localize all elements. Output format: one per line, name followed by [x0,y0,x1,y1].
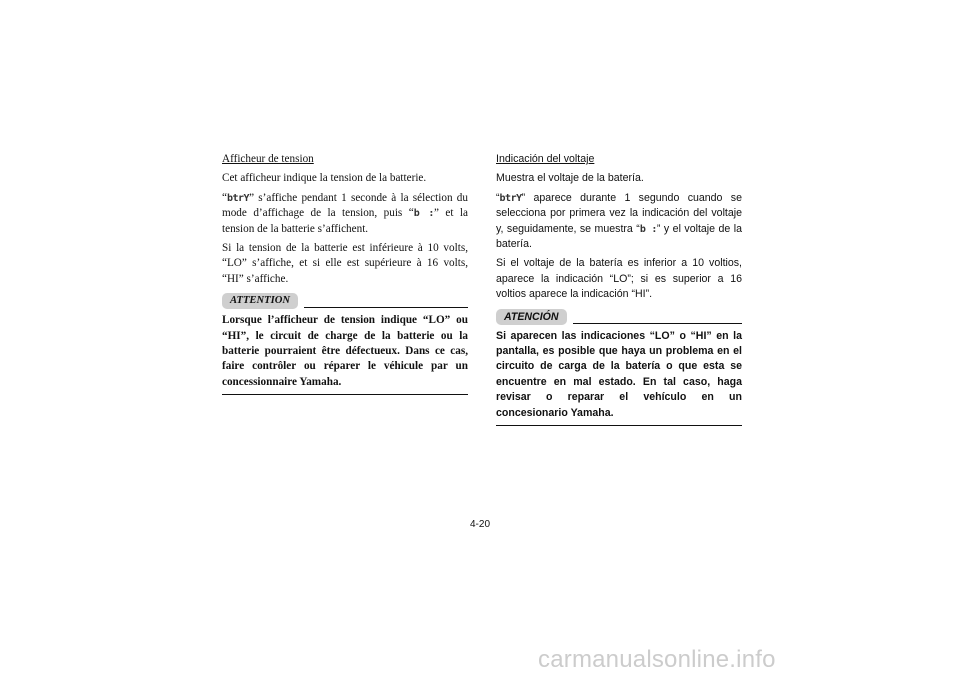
paragraph: Si el voltaje de la batería es inferior a 10 voltios, aparece la indicación “LO”; si es superior a 16 voltios aparece la indicación “HI”. [496,257,742,301]
attention-header [496,309,742,325]
lcd-code-b: b : [639,223,657,235]
attention-badge: ATENCIÓN [496,309,567,325]
attention-badge: ATTENTION [222,293,298,309]
paragraph: Cet afficheur indique la tension de la batterie. [222,172,427,185]
lcd-code-btry: btrY [499,192,522,204]
section-heading: Indicación del voltaje [496,153,595,165]
attention-header [222,293,468,309]
paragraph [496,191,742,253]
divider [304,307,468,308]
paragraph: Si la tension de la batterie est inférieure à 10 volts, “LO” s’affiche, et si elle est supérieure à 16 volts, “HI” s’affiche. [222,242,468,285]
watermark: carmanualsonline.info [538,646,776,673]
paragraph-text: ” s’affiche pendant 1 seconde à la sélection du mode d’affichage de la tension, puis “ [222,191,468,220]
paragraph: Muestra el voltaje de la batería. [496,172,644,185]
paragraph-text: ” aparece durante 1 segundo cuando se selecciona por primera vez la indicación del voltaje y, seguidamente, se muestra “ [496,191,742,235]
divider [222,394,468,395]
spanish-column [496,152,742,426]
section-heading: Afficheur de tension [222,153,314,165]
paragraph-text: ” y el voltaje de la batería. [496,222,742,251]
french-column [222,152,468,395]
quote-mark: “ [496,191,500,204]
divider [496,425,742,426]
paragraph [222,191,468,237]
page-number: 4-20 [470,519,491,530]
paragraph-text: ” et la tension de la batterie s’affichent. [222,207,468,235]
lcd-code-btry: btrY [226,192,250,204]
attention-text: Lorsque l’afficheur de tension indique “LO” ou “HI”, le circuit de charge de la batterie ou la batterie pourraient être défectueux. Dans ce cas, faire contrôler ou réparer le véhicule par un concessionnaire Yamaha. [222,314,468,388]
attention-text: Si aparecen las indicaciones “LO” o “HI” en la pantalla, es posible que haya un problema en el circuito de carga de la batería o que esta se encuentre en mal estado. En tal caso, haga revisar o reparar el vehículo en un concesionario Yamaha. [496,329,742,419]
divider [573,323,742,324]
lcd-code-b: b : [413,208,434,220]
quote-mark: “ [222,191,227,204]
